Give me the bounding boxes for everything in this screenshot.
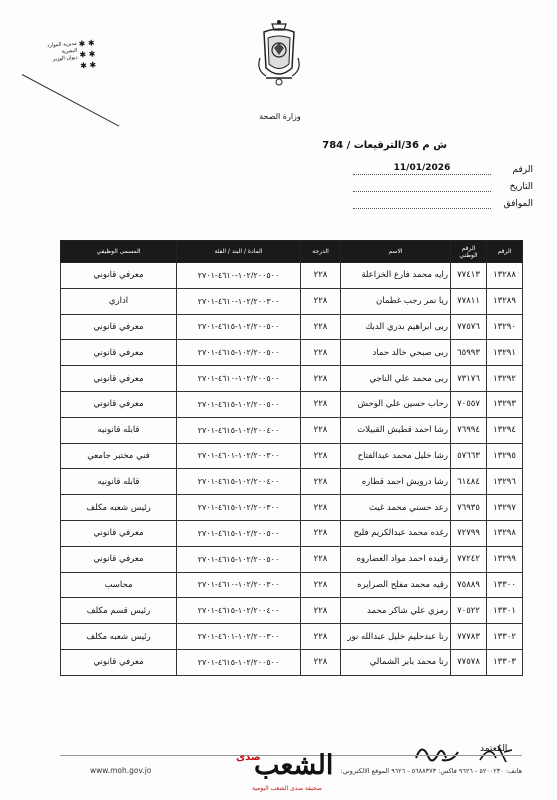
header-id: الرقم الوطني [451, 241, 487, 263]
cell-national-id: ٧٧٤١٣ [451, 263, 487, 289]
cell-national-id: ٧٣١٧٦ [451, 366, 487, 392]
cell-job-title: معرفي قانوني [61, 366, 177, 392]
table-row [61, 572, 523, 598]
cell-national-id: ٧٧٨١١ [451, 288, 487, 314]
cell-seq: ١٣٣٠٠ [487, 572, 523, 598]
cell-code: ١٠٢/٢٠٠٤٠٠-٤٦١٥-٢٧٠١ [177, 417, 301, 443]
header-job: المسمى الوظيفي [61, 241, 177, 263]
cell-seq: ١٣٢٨٩ [487, 288, 523, 314]
table-row [61, 391, 523, 417]
meta-date-label: التاريخ [509, 182, 533, 192]
header-grade: الدرجة [301, 241, 341, 263]
cell-job-title: معرفي قانوني [61, 546, 177, 572]
logo-red-text: صدى [236, 752, 261, 763]
meta-hijri-row [353, 192, 533, 209]
stamp-stars-icon: ✱ ✱ ✱ ✱ ✱ ✱ [78, 38, 97, 71]
cell-grade: ٢٢٨ [301, 598, 341, 624]
cell-job-title: فني مختبر جامعي [61, 443, 177, 469]
table-row [61, 263, 523, 289]
table-row [61, 546, 523, 572]
table-row [61, 417, 523, 443]
stamp-text: مديرية الموارد البشرية ديوان الوزير [47, 40, 78, 63]
cell-job-title: رئيس قسم مكلف [61, 598, 177, 624]
cell-code: ١٠٢/٢٠٠٥٠٠-٤٦١٥-٢٧٠١ [177, 649, 301, 675]
cell-job-title: معرفي قانوني [61, 391, 177, 417]
cell-code: ١٠٢/٢٠٠٥٠٠-٤٦١٥-٢٧٠١ [177, 520, 301, 546]
table-row [61, 495, 523, 521]
cell-grade: ٢٢٨ [301, 391, 341, 417]
cell-national-id: ٧٠٥٢٢ [451, 598, 487, 624]
cell-job-title: معرفي قانوني [61, 520, 177, 546]
cell-national-id: ٧٧٧٨٣ [451, 624, 487, 650]
cell-grade: ٢٢٨ [301, 417, 341, 443]
cell-name: ربى صبحي خالد حماد [341, 340, 451, 366]
table-row [61, 649, 523, 675]
cell-job-title: رئيس شعبه مكلف [61, 624, 177, 650]
cell-national-id: ٧٧٢٤٢ [451, 546, 487, 572]
cell-job-title: معرفي قانوني [61, 314, 177, 340]
cell-grade: ٢٢٨ [301, 520, 341, 546]
meta-date-row [353, 175, 533, 192]
cell-grade: ٢٢٨ [301, 314, 341, 340]
cell-code: ١٠٢/٢٠٠٥٠٠-٤٦١٠-٢٧٠١ [177, 263, 301, 289]
cell-national-id: ٧٦٩٩٤ [451, 417, 487, 443]
table-row [61, 624, 523, 650]
meta-number-label: الرقم [512, 165, 533, 175]
cell-name: رنا محمد بابر الشمالي [341, 649, 451, 675]
cell-national-id: ٧٠٥٥٧ [451, 391, 487, 417]
cell-national-id: ٧٧٥٧٦ [451, 314, 487, 340]
cell-job-title: معرفي قانوني [61, 340, 177, 366]
logo-subtitle: صحيفة صدى الشعب اليومية [252, 785, 322, 792]
cell-seq: ١٣٢٩٧ [487, 495, 523, 521]
cell-national-id: ٧٥٨٨٩ [451, 572, 487, 598]
cell-name: رمزي علي شاكر محمد [341, 598, 451, 624]
table-row [61, 443, 523, 469]
cell-job-title: محاسب [61, 572, 177, 598]
employees-table [60, 240, 523, 676]
cell-name: رغده محمد عبدالكريم فليح [341, 520, 451, 546]
cell-code: ١٠٢/٢٠٠٥٠٠-٤٦١٥-٢٧٠١ [177, 391, 301, 417]
signature-icon [412, 738, 462, 768]
cell-name: رنا عبدحليم خليل عبدالله نور [341, 624, 451, 650]
meta-fields [353, 158, 533, 209]
header-code: المادة / البند / الفئة [177, 241, 301, 263]
cell-seq: ١٣٢٩٨ [487, 520, 523, 546]
cell-grade: ٢٢٨ [301, 546, 341, 572]
cell-job-title: اداري [61, 288, 177, 314]
table-header-row [61, 241, 523, 263]
cell-seq: ١٣٢٩١ [487, 340, 523, 366]
cell-national-id: ٧٢٧٩٩ [451, 520, 487, 546]
cell-seq: ١٣٣٠٢ [487, 624, 523, 650]
table-row [61, 598, 523, 624]
cell-code: ١٠٢/٢٠٠٥٠٠-٤٦١٠-٢٧٠١ [177, 366, 301, 392]
cell-job-title: قابله قانونيه [61, 417, 177, 443]
cell-seq: ١٣٢٩٣ [487, 391, 523, 417]
cell-grade: ٢٢٨ [301, 263, 341, 289]
signed-label: المُعتمد [480, 744, 508, 754]
cell-grade: ٢٢٨ [301, 366, 341, 392]
cell-seq: ١٣٣٠١ [487, 598, 523, 624]
cell-name: ربى محمد علي الناجي [341, 366, 451, 392]
cell-grade: ٢٢٨ [301, 443, 341, 469]
reference-number: ش م 36/الترقيعات / 784 [322, 140, 447, 151]
cell-code: ١٠٢/٢٠٠٣٠٠-٤٦٠١-٢٧٠١ [177, 624, 301, 650]
ministry-name: وزارة الصحة [259, 112, 301, 121]
cell-name: رعد حسني محمد غيث [341, 495, 451, 521]
meta-date-value [353, 190, 491, 192]
cell-name: رشا خليل محمد عبدالفتاح [341, 443, 451, 469]
cell-seq: ١٣٢٨٨ [487, 263, 523, 289]
cell-name: رفيده احمد مواد العضاروه [341, 546, 451, 572]
table-row [61, 469, 523, 495]
header-name: الاسم [341, 241, 451, 263]
cell-grade: ٢٢٨ [301, 495, 341, 521]
cell-job-title: معرفي قانوني [61, 649, 177, 675]
cell-seq: ١٣٢٩٢ [487, 366, 523, 392]
table-row [61, 314, 523, 340]
cell-seq: ١٣٢٩٦ [487, 469, 523, 495]
table-row [61, 520, 523, 546]
cell-code: ١٠٢/٢٠٠٣٠٠-٤٦١٠-٢٧٠١ [177, 572, 301, 598]
table-row [61, 340, 523, 366]
cell-code: ١٠٢/٢٠٠٥٠٠-٤٦١٥-٢٧٠١ [177, 546, 301, 572]
footer-address: هاتف: ٥٢٠٠٢٣٠ - ٩٦٢٦ فاكس: ٥٦٨٨٣٧٣ - ٩٦٢٦ الموقع الالكتروني: [340, 767, 522, 775]
cell-national-id: ٥٧٦٦٣ [451, 443, 487, 469]
cell-national-id: ٧٧٥٧٨ [451, 649, 487, 675]
cell-name: رقيه محمد مفلح الصرايره [341, 572, 451, 598]
cell-name: رحاب حسين علي الوحش [341, 391, 451, 417]
cell-job-title: رئيس شعبه مكلف [61, 495, 177, 521]
cell-seq: ١٣٢٩٩ [487, 546, 523, 572]
received-stamp [14, 29, 104, 97]
cell-name: رشا درويش احمد قطاره [341, 469, 451, 495]
table-row [61, 366, 523, 392]
table-row [61, 288, 523, 314]
cell-name: رشا احمد قطيش القبيلات [341, 417, 451, 443]
meta-hijri-label: الموافق [503, 199, 533, 209]
cell-seq: ١٣٢٩٤ [487, 417, 523, 443]
meta-number-row [353, 158, 533, 175]
cell-code: ١٠٢/٢٠٠٥٠٠-٤٦١٥-٢٧٠١ [177, 314, 301, 340]
newspaper-logo [228, 748, 362, 796]
cell-national-id: ٦٥٩٩٣ [451, 340, 487, 366]
meta-hijri-value [353, 207, 491, 209]
cell-national-id: ٧٦٩٣٥ [451, 495, 487, 521]
cell-code: ١٠٢/٢٠٠٥٠٠-٤٦١٥-٢٧٠١ [177, 340, 301, 366]
meta-number-value: 11/01/2026 [353, 163, 491, 175]
cell-grade: ٢٢٨ [301, 572, 341, 598]
cell-code: ١٠٢/٢٠٠٣٠٠-٤٦١٥-٢٧٠١ [177, 495, 301, 521]
cell-name: ربى ابراهيم بدري الدبك [341, 314, 451, 340]
cell-seq: ١٣٣٠٣ [487, 649, 523, 675]
coat-of-arms-icon [258, 18, 300, 88]
cell-grade: ٢٢٨ [301, 649, 341, 675]
header-seq: الرقم [487, 241, 523, 263]
cell-name: ريا نمر رجب غطمان [341, 288, 451, 314]
cell-grade: ٢٢٨ [301, 340, 341, 366]
cell-grade: ٢٢٨ [301, 288, 341, 314]
cell-seq: ١٣٢٩٥ [487, 443, 523, 469]
cell-code: ١٠٢/٢٠٠٤٠٠-٤٦١٥-٢٧٠١ [177, 598, 301, 624]
cell-name: رايه محمد فارع الخزاعلة [341, 263, 451, 289]
cell-code: ١٠٢/٢٠٠٣٠٠-٤٦١٠-٢٧٠١ [177, 288, 301, 314]
cell-national-id: ٦١٤٨٤ [451, 469, 487, 495]
cell-grade: ٢٢٨ [301, 469, 341, 495]
footer-website: www.moh.gov.jo [90, 766, 152, 775]
cell-job-title: معرفي قانوني [61, 263, 177, 289]
cell-grade: ٢٢٨ [301, 624, 341, 650]
cell-job-title: قابله قانونيه [61, 469, 177, 495]
cell-seq: ١٣٢٩٠ [487, 314, 523, 340]
cell-code: ١٠٢/٢٠٠٤٠٠-٤٦١٥-٢٧٠١ [177, 469, 301, 495]
cell-code: ١٠٢/٢٠٠٣٠٠-٤٦٠١-٢٧٠١ [177, 443, 301, 469]
logo-main-text: الشعب [254, 750, 334, 781]
